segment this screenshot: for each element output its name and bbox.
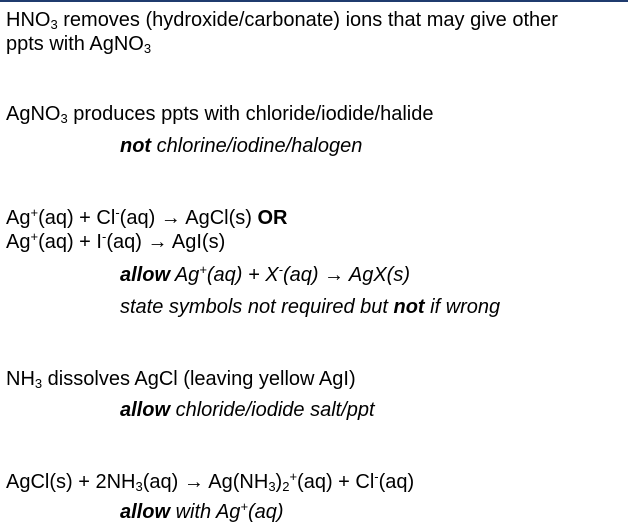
bold-not: not: [393, 296, 425, 318]
text-span: AgNO: [6, 103, 61, 125]
text-span: (aq) → Ag(NH: [142, 471, 269, 493]
state-symbols-note: [120, 295, 500, 319]
text-span: ): [275, 471, 283, 493]
text-span: HNO: [6, 9, 51, 31]
ppts-with-agno3-line: [6, 32, 151, 56]
bold-allow: allow: [120, 264, 171, 286]
text-span: removes (hydroxide/carbonate) ions that may give other: [57, 9, 558, 31]
subscript: 2: [282, 479, 290, 494]
agcl-equation: [6, 206, 287, 230]
text-span: (aq) + X: [206, 264, 279, 286]
subscript: 3: [268, 479, 276, 494]
agno3-produces-line: [6, 102, 433, 126]
top-border-rule: [0, 0, 628, 2]
bold-not: not: [120, 135, 152, 157]
subscript: 3: [135, 479, 143, 494]
charge: +: [289, 469, 298, 484]
subscript: 3: [143, 41, 152, 56]
text-span: state symbols not required but: [120, 296, 394, 318]
charge: +: [30, 229, 39, 244]
complex-equation: [6, 470, 414, 494]
bold-allow: allow: [120, 501, 171, 523]
text-span: NH: [6, 368, 35, 390]
charge: -: [374, 469, 379, 484]
text-span: if wrong: [424, 296, 501, 318]
bold-or: OR: [257, 207, 288, 229]
subscript: 3: [60, 111, 68, 126]
text-span: with Ag: [170, 501, 241, 523]
text-span: (aq) + Cl: [297, 471, 375, 493]
allow-agx-note: [120, 263, 410, 287]
text-span: (aq) + Cl: [38, 207, 116, 229]
nh3-dissolves-line: [6, 367, 356, 391]
charge: -: [278, 262, 283, 277]
allow-salt-note: [120, 398, 375, 422]
text-span: Ag: [170, 264, 200, 286]
hno3-removes-line: [6, 8, 558, 32]
not-chlorine-note: [120, 134, 362, 158]
text-span: (aq): [378, 471, 415, 493]
text-span: (aq) → AgCl(s): [119, 207, 258, 229]
text-span: dissolves AgCl (leaving yellow AgI): [42, 368, 356, 390]
subscript: 3: [34, 376, 43, 391]
text-span: chlorine/iodine/halogen: [151, 135, 363, 157]
text-span: produces ppts with chloride/iodide/halide: [67, 103, 434, 125]
text-span: (aq) → AgX(s): [282, 264, 410, 286]
text-span: ppts with AgNO: [6, 33, 144, 55]
text-span: (aq) → AgI(s): [106, 231, 226, 253]
charge: -: [115, 205, 120, 220]
agi-equation: [6, 230, 225, 254]
text-span: chloride/iodide salt/ppt: [170, 399, 375, 421]
subscript: 3: [50, 17, 58, 32]
text-span: (aq): [248, 501, 284, 523]
allow-with-ag-note: [120, 500, 284, 524]
bold-allow: allow: [120, 399, 171, 421]
charge: -: [101, 229, 107, 244]
text-span: (aq) + I: [38, 231, 102, 253]
text-span: Ag: [6, 207, 31, 229]
text-span: AgCl(s) + 2NH: [6, 471, 136, 493]
charge: +: [240, 499, 249, 514]
charge: +: [30, 205, 39, 220]
text-span: Ag: [6, 231, 31, 253]
charge: +: [199, 262, 207, 277]
